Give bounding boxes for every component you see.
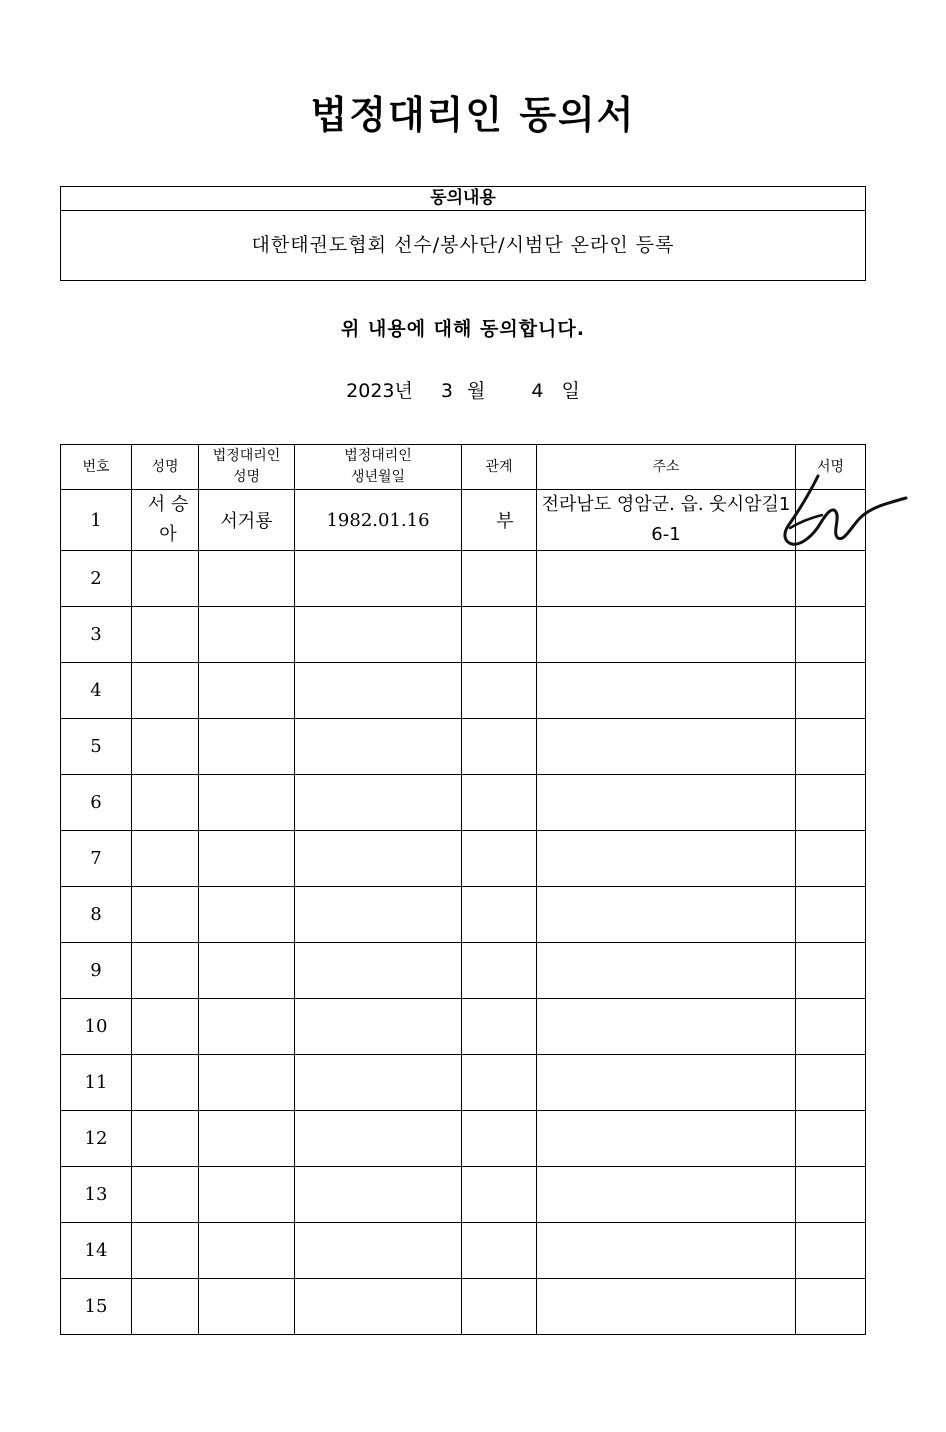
cell-address [537,1055,796,1111]
cell-signature [796,1055,866,1111]
cell-relation [462,663,537,719]
cell-name [132,775,199,831]
cell-no: 10 [61,999,132,1055]
cell-no: 7 [61,831,132,887]
cell-name [132,999,199,1055]
table-row [61,719,866,775]
cell-address: 전라남도 영암군. 읍. 웃시암길16-1 [537,490,796,551]
cell-no: 14 [61,1223,132,1279]
cell-no: 8 [61,887,132,943]
cell-relation [462,1167,537,1223]
cell-signature [796,887,866,943]
cell-name [132,887,199,943]
consent-box [60,186,866,281]
cell-no: 13 [61,1167,132,1223]
table-row [61,1111,866,1167]
cell-name [132,551,199,607]
cell-relation [462,943,537,999]
cell-guardian-birth [295,943,462,999]
cell-name [132,607,199,663]
cell-address [537,1279,796,1335]
cell-relation: 부 [462,490,537,551]
cell-guardian-name [199,663,295,719]
cell-relation [462,831,537,887]
table-row [61,663,866,719]
cell-no: 3 [61,607,132,663]
cell-relation [462,999,537,1055]
header-guardian-name-line1: 법정대리인 [212,448,281,464]
cell-no: 5 [61,719,132,775]
cell-name [132,1111,199,1167]
cell-signature [796,551,866,607]
header-signature: 서명 [796,445,866,490]
table-row [61,551,866,607]
table-row [61,1055,866,1111]
cell-guardian-birth [295,1279,462,1335]
cell-relation [462,1279,537,1335]
cell-relation [462,1055,537,1111]
table-row [61,831,866,887]
cell-signature [796,607,866,663]
cell-guardian-birth [295,1055,462,1111]
cell-signature [796,663,866,719]
cell-guardian-name [199,1223,295,1279]
cell-name [132,1279,199,1335]
cell-name [132,719,199,775]
cell-guardian-birth [295,999,462,1055]
cell-relation [462,1111,537,1167]
cell-guardian-name [199,719,295,775]
table-row [61,490,866,551]
cell-signature [796,1167,866,1223]
cell-address [537,1111,796,1167]
cell-guardian-name [199,1167,295,1223]
cell-signature [796,1111,866,1167]
table-row [61,1223,866,1279]
cell-signature [796,999,866,1055]
cell-guardian-birth [295,831,462,887]
cell-guardian-birth [295,607,462,663]
cell-address [537,887,796,943]
cell-address [537,607,796,663]
cell-name [132,1167,199,1223]
date-month-unit: 월 [467,380,486,402]
table-row [61,607,866,663]
cell-guardian-name: 서거룡 [199,490,295,551]
table-row [61,1279,866,1335]
cell-guardian-name [199,1111,295,1167]
document-title: 법정대리인 동의서 [310,93,636,137]
date-month: 3 [440,380,453,402]
cell-guardian-birth [295,551,462,607]
cell-address [537,1223,796,1279]
cell-relation [462,607,537,663]
cell-address [537,943,796,999]
table-row [61,999,866,1055]
cell-name [132,943,199,999]
header-guardian-name-line2: 성명 [232,469,261,485]
cell-guardian-name [199,943,295,999]
cell-relation [462,775,537,831]
cell-no: 4 [61,663,132,719]
cell-address [537,1167,796,1223]
table-header-row [61,445,866,490]
cell-guardian-name [199,775,295,831]
cell-signature [796,943,866,999]
header-guardian-birth [295,445,462,490]
cell-guardian-birth [295,1167,462,1223]
cell-signature [796,1279,866,1335]
date-year: 2023년 [346,380,413,402]
cell-signature [796,775,866,831]
cell-no: 1 [61,490,132,551]
date-day: 4 [531,380,544,402]
date-line [0,376,926,403]
cell-address [537,775,796,831]
cell-signature [796,831,866,887]
cell-guardian-birth: 1982.01.16 [295,490,462,551]
cell-no: 15 [61,1279,132,1335]
agree-statement: 위 내용에 대해 동의합니다. [341,318,585,340]
cell-guardian-name [199,887,295,943]
cell-no: 6 [61,775,132,831]
cell-address [537,719,796,775]
cell-name [132,663,199,719]
cell-no: 2 [61,551,132,607]
cell-guardian-birth [295,887,462,943]
cell-guardian-name [199,607,295,663]
header-address: 주소 [537,445,796,490]
header-no: 번호 [61,445,132,490]
cell-name [132,1223,199,1279]
date-day-unit: 일 [561,380,580,402]
cell-guardian-name [199,999,295,1055]
cell-guardian-birth [295,1111,462,1167]
cell-guardian-birth [295,719,462,775]
consent-body: 대한태권도협회 선수/봉사단/시범단 온라인 등록 [251,234,675,256]
table-row [61,1167,866,1223]
cell-no: 11 [61,1055,132,1111]
cell-signature [796,1223,866,1279]
cell-address [537,663,796,719]
cell-name: 서 승 아 [132,490,199,551]
cell-no: 12 [61,1111,132,1167]
cell-no: 9 [61,943,132,999]
header-name: 성명 [132,445,199,490]
handwritten-signature [780,468,910,556]
table-row [61,775,866,831]
table-row [61,887,866,943]
cell-relation [462,1223,537,1279]
cell-guardian-name [199,1055,295,1111]
cell-address [537,831,796,887]
header-guardian-birth-line2: 생년월일 [350,469,406,485]
cell-address [537,999,796,1055]
cell-address [537,551,796,607]
header-guardian-birth-line1: 법정대리인 [344,448,412,464]
cell-guardian-birth [295,1223,462,1279]
cell-relation [462,887,537,943]
cell-name [132,831,199,887]
consent-header: 동의내용 [61,187,865,211]
cell-guardian-name [199,1279,295,1335]
cell-guardian-birth [295,775,462,831]
header-relation: 관계 [462,445,537,490]
header-guardian-name [199,445,295,490]
cell-guardian-birth [295,663,462,719]
cell-relation [462,551,537,607]
cell-guardian-name [199,831,295,887]
cell-name [132,1055,199,1111]
table-row [61,943,866,999]
cell-relation [462,719,537,775]
cell-guardian-name [199,551,295,607]
guardian-table [60,444,866,1335]
cell-signature [796,719,866,775]
